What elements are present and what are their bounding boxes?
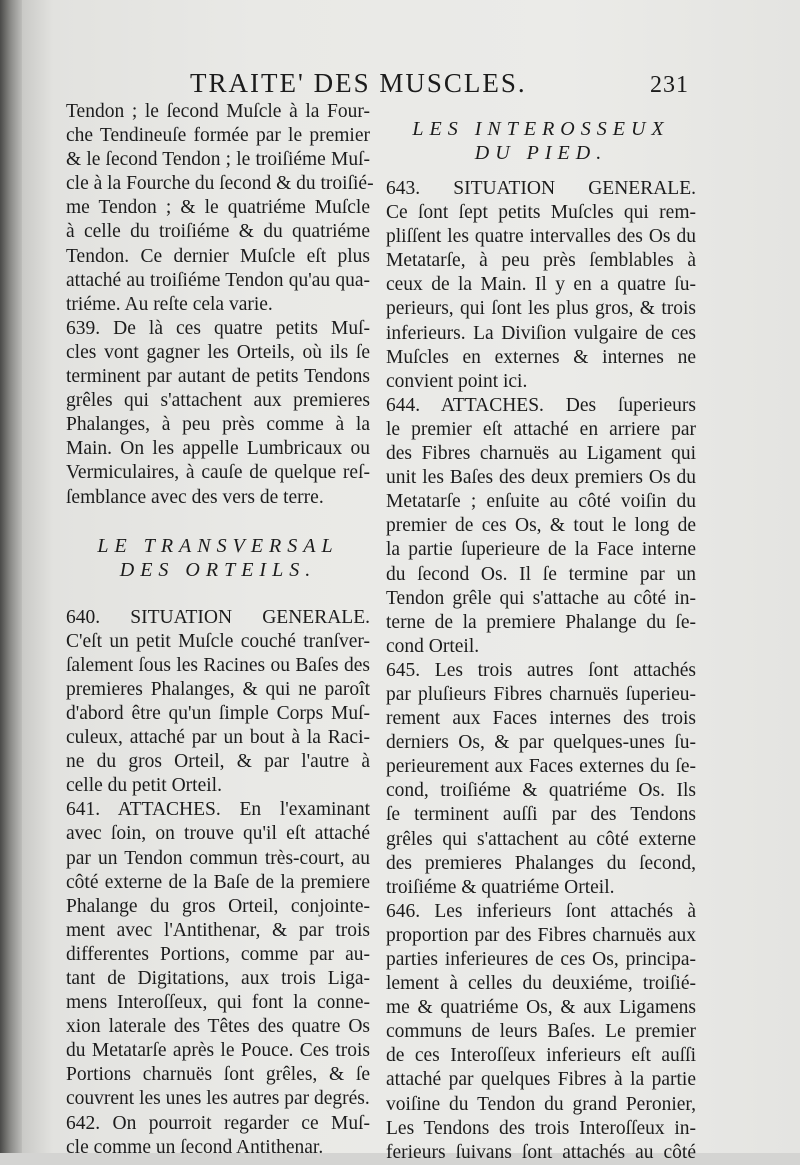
text-line: Metatarſe ; enſuite au côté voiſin du: [386, 491, 696, 513]
text-line: 641. ATTACHES. En l'examinant: [66, 799, 370, 821]
text-line: C'eſt un petit Muſcle couché tranſver-: [66, 630, 370, 652]
text-line: grêles qui s'attachent au côté externe: [386, 828, 696, 850]
text-line: Les Tendons des trois Interoſſeux in-: [386, 1117, 696, 1139]
text-line: Ce ſont ſept petits Muſcles qui rem-: [386, 202, 696, 224]
text-line: culeux, attaché par un bout à la Raci-: [66, 727, 370, 749]
text-line: 645. Les trois autres ſont attachés: [386, 659, 696, 681]
page-number: 231: [650, 72, 689, 98]
text-line: 640. SITUATION GENERALE.: [66, 606, 370, 628]
text-line: des Fibres charnuës au Ligament qui: [386, 443, 696, 465]
text-line: par pluſieurs Fibres charnuës ſuperieu-: [386, 683, 696, 705]
paragraph-gap: [386, 165, 696, 177]
text-line: à celle du troiſiéme & du quatriéme: [66, 221, 370, 243]
text-line: des premieres Phalanges du ſecond,: [386, 852, 696, 874]
text-line: Metatarſe, à peu près ſemblables à: [386, 250, 696, 272]
text-line: rement aux Faces internes des trois: [386, 708, 696, 730]
text-line: mens Interoſſeux, qui font la conne-: [66, 992, 370, 1014]
text-line: de ces Interoſſeux inferieurs eſt auſſi: [386, 1045, 696, 1067]
right-text-column: [386, 117, 696, 1165]
text-line: cond, troiſiéme & quatriéme Os. Ils: [386, 780, 696, 802]
text-line: me Tendon ; & le quatriéme Muſcle: [66, 197, 370, 219]
text-line: che Tendineuſe formée par le premier: [66, 125, 370, 147]
text-line: 646. Les inferieurs ſont attachés à: [386, 900, 696, 922]
text-line: troiſiéme & quatriéme Orteil.: [386, 876, 615, 898]
text-line: attaché au troiſiéme Tendon qu'au qua-: [66, 269, 370, 291]
text-line: le premier eſt attaché en arriere par: [386, 418, 696, 440]
text-line: du Metatarſe après le Pouce. Ces trois: [66, 1040, 370, 1062]
text-line: ment avec l'Antithenar, & par trois: [66, 919, 370, 941]
text-line: ceux de la Main. Il y en a quatre ſu-: [386, 274, 696, 296]
text-line: inferieurs. La Diviſion vulgaire de ces: [386, 322, 696, 344]
text-line: attaché par quelques Fibres à la partie: [386, 1069, 696, 1091]
section-heading: LES INTEROSSEUX: [412, 118, 670, 140]
text-line: premier de ces Os, & tout le long de: [386, 515, 696, 537]
text-line: terne de la premiere Phalange du ſe-: [386, 611, 696, 633]
text-line: Tendon. Ce dernier Muſcle eſt plus: [66, 245, 370, 267]
text-line: ſalement ſous les Racines ou Baſes des: [66, 654, 370, 676]
text-line: premieres Phalanges, & qui ne paroît: [66, 678, 370, 700]
text-line: celle du petit Orteil.: [66, 775, 222, 797]
text-line: voiſine du Tendon du grand Peronier,: [386, 1093, 696, 1115]
text-line: Phalanges, à peu près comme à la: [66, 414, 370, 436]
text-line: Phalange du gros Orteil, conjointe-: [66, 895, 370, 917]
text-line: ſemblance avec des vers de terre.: [66, 486, 324, 508]
section-heading: DES ORTEILS.: [119, 558, 317, 581]
text-line: me & quatriéme Os, & aux Ligamens: [386, 997, 696, 1019]
text-line: ne du gros Orteil, & par l'autre à: [66, 751, 370, 773]
text-line: 639. De là ces quatre petits Muſ-: [66, 317, 370, 339]
text-line: communs de leurs Baſes. Le premier: [386, 1021, 696, 1043]
text-line: perieurement aux Faces externes du ſe-: [386, 756, 696, 778]
text-line: tant de Digitations, aux trois Liga-: [66, 968, 370, 989]
text-line: d'abord être qu'un ſimple Corps Muſ-: [66, 702, 370, 724]
paragraph-gap: [66, 582, 370, 606]
text-line: cles vont gagner les Orteils, où ils ſe: [66, 341, 370, 363]
text-line: côté externe de la Baſe de la premiere: [66, 871, 370, 893]
text-line: la partie ſuperieure de la Face interne: [386, 539, 696, 561]
text-line: grêles qui s'attachent aux premieres: [66, 390, 370, 412]
text-line: Muſcles en externes & internes ne: [386, 346, 696, 368]
running-title: TRAITE' DES MUSCLES.: [190, 68, 527, 98]
text-line: convient point ici.: [386, 370, 528, 392]
text-line: parties inferieures de ces Os, principa-: [386, 949, 696, 970]
text-line: xion laterale des Têtes des quatre Os: [66, 1016, 370, 1038]
section-heading: LE TRANSVERSAL: [97, 534, 339, 557]
text-line: ferieurs ſuivans ſont attachés au côté: [386, 1141, 696, 1163]
text-line: Vermiculaires, à cauſe de quelque reſ-: [66, 462, 370, 484]
text-line: cle comme un ſecond Antithenar.: [66, 1136, 324, 1158]
text-line: 643. SITUATION GENERALE.: [386, 178, 696, 199]
text-line: par un Tendon commun très-court, au: [66, 847, 370, 869]
text-line: Main. On les appelle Lumbricaux ou: [66, 438, 370, 460]
text-line: proportion par des Fibres charnuës aux: [386, 924, 696, 946]
text-line: Tendon grêle qui s'attache au côté in-: [386, 587, 696, 609]
text-line: differentes Portions, comme par au-: [66, 943, 370, 965]
text-line: triéme. Au reſte cela varie.: [66, 293, 273, 315]
text-line: avec ſoin, on trouve qu'il eſt attaché: [66, 823, 370, 845]
text-line: Portions charnuës ſont grêles, & ſe: [66, 1064, 370, 1086]
text-line: & le ſecond Tendon ; le troiſiéme Muſ-: [66, 149, 370, 171]
text-line: cle à la Fourche du ſecond & du troiſié-: [66, 173, 374, 195]
text-line: derniers Os, & par quelques-unes ſu-: [386, 732, 696, 754]
text-line: 642. On pourroit regarder ce Muſ-: [66, 1112, 370, 1134]
text-line: terminent par autant de petits Tendons: [66, 366, 370, 388]
text-line: lement à celles du deuxiéme, troiſié-: [386, 973, 696, 995]
text-line: cond Orteil.: [386, 635, 480, 657]
text-line: couvrent les unes les autres par degrés.: [66, 1088, 370, 1110]
left-text-column: [66, 100, 374, 1160]
section-heading: DU PIED.: [474, 142, 608, 164]
text-line: 644. ATTACHES. Des ſuperieurs: [386, 394, 696, 416]
text-line: perieurs, qui ſont les plus gros, & trois: [386, 298, 696, 320]
text-line: ſe terminent auſſi par des Tendons: [386, 804, 696, 826]
text-line: pliſſent les quatre intervalles des Os du: [386, 226, 696, 248]
book-gutter-shadow: [0, 0, 22, 1153]
text-line: Tendon ; le ſecond Muſcle à la Four-: [66, 101, 370, 122]
text-line: unit les Baſes des deux premiers Os du: [386, 467, 696, 489]
paragraph-gap: [66, 510, 370, 534]
text-line: du ſecond Os. Il ſe termine par un: [386, 563, 696, 585]
